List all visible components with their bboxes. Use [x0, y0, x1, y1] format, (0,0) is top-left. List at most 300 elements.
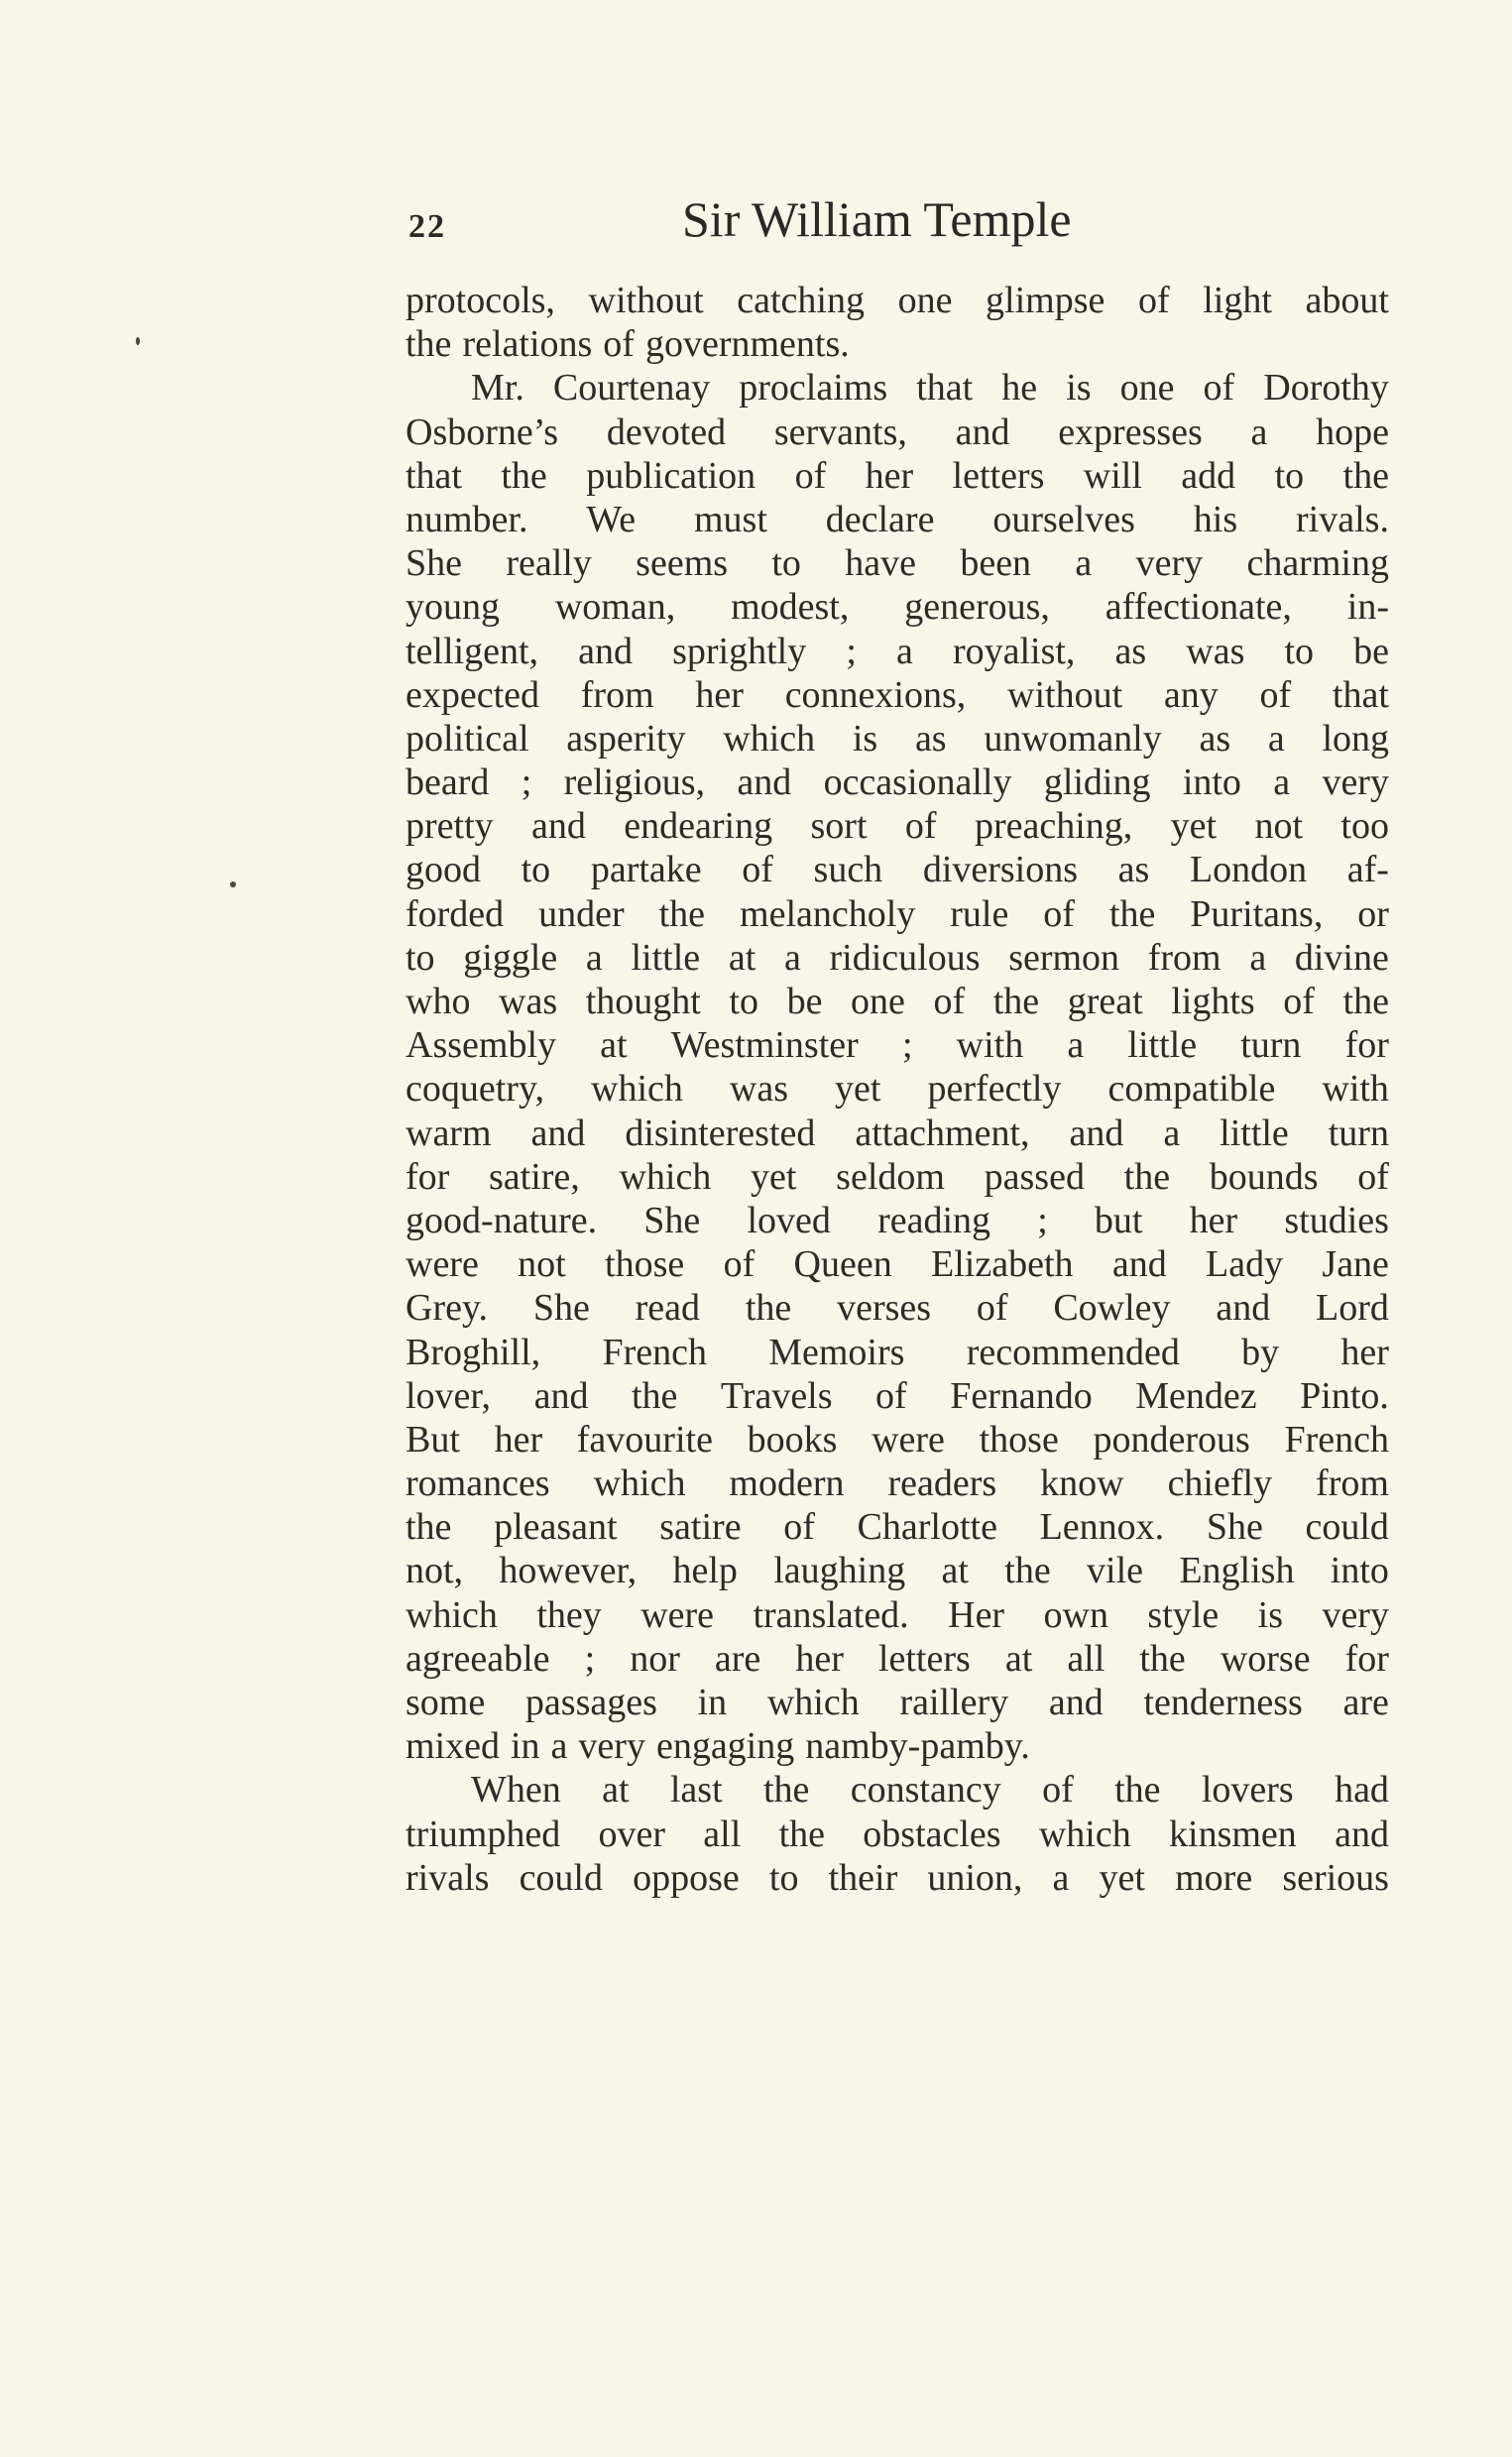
stray-ink-mark	[230, 881, 236, 887]
word: be	[786, 981, 823, 1022]
word: was	[729, 1068, 788, 1111]
word: of	[1259, 673, 1292, 716]
word: the	[1114, 1769, 1161, 1812]
word: he	[1001, 367, 1038, 410]
word: that	[406, 454, 462, 497]
word: of	[723, 1243, 756, 1286]
word: of	[933, 981, 966, 1022]
text-line	[406, 1637, 1389, 1681]
word: publication	[586, 454, 756, 497]
word: good-nature.	[406, 1199, 598, 1241]
word: and	[737, 761, 792, 804]
word: his	[1193, 498, 1238, 540]
word: divine	[1294, 936, 1389, 979]
word: lover,	[406, 1374, 492, 1417]
word: religious,	[563, 761, 706, 804]
word: which	[766, 1682, 860, 1723]
word: of	[1357, 1155, 1389, 1198]
word: as	[1199, 717, 1231, 760]
word: Pinto.	[1300, 1374, 1389, 1417]
word: young	[406, 586, 500, 629]
text-line	[406, 498, 1389, 541]
word: tenderness	[1143, 1682, 1303, 1723]
text-line	[406, 1331, 1389, 1374]
word: which	[591, 1068, 683, 1111]
word: laughing	[773, 1550, 906, 1592]
word: When	[471, 1769, 561, 1812]
word: the	[631, 1374, 678, 1417]
text-line	[406, 980, 1389, 1023]
word: little	[1127, 1024, 1198, 1067]
word: the	[778, 1813, 825, 1855]
word: She	[643, 1199, 701, 1241]
word: which	[406, 1593, 498, 1636]
word: which	[619, 1155, 712, 1198]
text-line	[406, 804, 1389, 848]
word: gliding	[1043, 761, 1151, 804]
word: are	[1342, 1682, 1389, 1723]
word: a	[1250, 410, 1268, 453]
word: yet	[1099, 1856, 1145, 1899]
word: yet	[751, 1155, 797, 1198]
word: style	[1147, 1593, 1220, 1636]
page-number: 22	[408, 208, 446, 245]
word: is	[852, 717, 878, 760]
word: turn	[1328, 1112, 1389, 1154]
word: ;	[584, 1637, 596, 1680]
word: into	[1330, 1550, 1389, 1592]
word: ourselves	[992, 498, 1135, 540]
word: books	[747, 1418, 838, 1461]
word: We	[586, 498, 637, 540]
word: namby-pamby.	[805, 1725, 1030, 1768]
word: very	[1135, 542, 1204, 585]
word: catching	[737, 280, 865, 321]
word: warm	[406, 1112, 492, 1154]
word: yet	[835, 1068, 881, 1111]
word: charming	[1246, 542, 1389, 585]
word: and	[1216, 1287, 1271, 1330]
text-line	[406, 1242, 1389, 1286]
word: a	[1163, 1112, 1181, 1154]
text-line	[406, 454, 1389, 498]
word: mixed	[406, 1725, 500, 1768]
word: Assembly	[406, 1024, 556, 1067]
word: union,	[927, 1856, 1023, 1899]
word: Grey.	[406, 1287, 488, 1330]
word: Fernando	[950, 1374, 1093, 1417]
word: devoted	[606, 410, 727, 453]
word: number.	[406, 498, 528, 540]
text-line	[406, 1505, 1389, 1549]
text-line	[406, 717, 1389, 760]
word: London	[1189, 849, 1308, 891]
word: all	[1067, 1637, 1105, 1680]
word: in	[510, 1725, 540, 1768]
word: to	[729, 981, 758, 1022]
word: compatible	[1107, 1068, 1276, 1111]
word: and	[1069, 1112, 1124, 1154]
word: long	[1322, 717, 1389, 760]
word: the	[406, 323, 452, 366]
text-line	[406, 279, 1389, 322]
word: good	[406, 849, 481, 891]
body-text	[406, 279, 1389, 1900]
word: relations	[462, 323, 593, 366]
word: great	[1067, 981, 1143, 1022]
stray-ink-mark	[136, 337, 140, 345]
word: Charlotte	[857, 1506, 997, 1549]
word: serious	[1282, 1856, 1389, 1899]
word: sort	[810, 805, 868, 848]
word: those	[979, 1418, 1059, 1461]
text-line	[406, 760, 1389, 804]
word: of	[742, 849, 773, 891]
word: as	[1114, 630, 1147, 672]
word: affectionate,	[1105, 586, 1292, 629]
word: ridiculous	[829, 936, 981, 979]
word: were	[872, 1418, 945, 1461]
word: She	[1206, 1506, 1263, 1549]
text-line	[406, 541, 1389, 585]
word: own	[1043, 1593, 1108, 1636]
word: connexions,	[784, 673, 967, 716]
word: Lady	[1206, 1243, 1284, 1286]
text-line	[406, 630, 1389, 673]
word: without	[588, 280, 704, 321]
word: very	[578, 1725, 645, 1768]
text-line	[406, 892, 1389, 936]
word: passages	[524, 1682, 657, 1723]
word: governments.	[644, 323, 850, 366]
word: preaching,	[974, 805, 1133, 848]
word: those	[605, 1243, 685, 1286]
word: recommended	[966, 1331, 1180, 1373]
word: and	[578, 630, 633, 672]
word: French	[1284, 1418, 1389, 1461]
word: the	[1108, 892, 1156, 935]
word: and	[533, 1374, 589, 1417]
word: from	[580, 673, 654, 716]
word: chiefly	[1167, 1462, 1273, 1505]
text-line	[406, 1813, 1389, 1856]
word: hope	[1316, 410, 1389, 453]
word: Jane	[1322, 1243, 1389, 1286]
word: Travels	[720, 1374, 833, 1417]
word: one	[851, 981, 905, 1022]
word: last	[669, 1769, 723, 1812]
word: Broghill,	[406, 1331, 541, 1373]
word: seems	[636, 542, 729, 585]
word: over	[598, 1813, 666, 1855]
word: a	[585, 936, 603, 979]
word: to	[521, 849, 551, 891]
word: a	[1067, 1024, 1085, 1067]
word: letters	[952, 454, 1045, 497]
word: into	[1182, 761, 1241, 804]
word: political	[406, 717, 529, 760]
text-line	[406, 848, 1389, 891]
word: by	[1241, 1331, 1280, 1373]
word: without	[1007, 673, 1123, 716]
word: not	[518, 1243, 566, 1286]
word: really	[506, 542, 592, 585]
text-line	[406, 1286, 1389, 1330]
word: beard	[406, 761, 490, 804]
word: Cowley	[1053, 1287, 1171, 1330]
word: read	[635, 1287, 701, 1330]
word: her	[795, 1637, 844, 1680]
word: a	[783, 936, 801, 979]
word: Dorothy	[1263, 367, 1389, 410]
word: and	[955, 410, 1010, 453]
word: oppose	[633, 1856, 740, 1899]
word: ;	[901, 1024, 913, 1067]
text-line	[406, 936, 1389, 980]
word: at	[600, 1024, 628, 1067]
word: thought	[585, 981, 701, 1022]
word: their	[828, 1856, 898, 1899]
word: a	[1075, 542, 1093, 585]
word: at	[728, 936, 756, 979]
word: yet	[1170, 805, 1218, 848]
word: of	[603, 323, 635, 366]
word: Elizabeth	[931, 1243, 1074, 1286]
word: at	[941, 1550, 969, 1592]
word: English	[1179, 1550, 1295, 1592]
word: add	[1181, 454, 1236, 497]
word: and	[531, 805, 586, 848]
word: the	[1139, 1637, 1186, 1680]
word: diversions	[922, 849, 1079, 891]
word: triumphed	[406, 1813, 561, 1855]
word: to	[768, 1856, 799, 1899]
word: to	[1284, 630, 1315, 672]
word: studies	[1284, 1199, 1389, 1241]
word: her	[865, 454, 914, 497]
word: agreeable	[406, 1637, 550, 1680]
word: for	[1344, 1024, 1389, 1067]
text-line	[406, 1374, 1389, 1418]
word: melancholy	[740, 892, 916, 935]
text-line	[406, 1418, 1389, 1462]
word: nor	[630, 1637, 680, 1680]
word: Mendez	[1135, 1374, 1257, 1417]
text-line	[406, 366, 1389, 410]
text-line	[406, 322, 1389, 366]
running-title: Sir William Temple	[682, 191, 1072, 247]
word: modern	[729, 1462, 845, 1505]
word: who	[406, 981, 471, 1022]
text-line	[406, 673, 1389, 717]
word: which	[1038, 1813, 1131, 1855]
word: passed	[984, 1155, 1085, 1198]
text-line	[406, 1199, 1389, 1242]
word: one	[897, 280, 953, 321]
word: in-	[1346, 586, 1389, 629]
word: her	[1189, 1199, 1238, 1241]
word: a	[1249, 936, 1267, 979]
word: worse	[1220, 1637, 1311, 1680]
word: as	[914, 717, 947, 760]
word: could	[1305, 1506, 1389, 1549]
word: readers	[887, 1462, 997, 1505]
word: not,	[406, 1550, 464, 1592]
word: her	[1340, 1331, 1389, 1373]
word: the	[992, 981, 1040, 1022]
word: af-	[1346, 849, 1389, 891]
word: Osborne’s	[406, 410, 559, 453]
word: Lord	[1316, 1287, 1389, 1330]
word: could	[519, 1856, 603, 1899]
word: of	[1042, 1769, 1074, 1812]
word: declare	[825, 498, 935, 540]
text-line	[406, 1549, 1389, 1592]
text-line	[406, 410, 1389, 454]
word: in	[697, 1682, 728, 1723]
word: vile	[1087, 1550, 1144, 1592]
word: as	[1117, 849, 1150, 891]
word: a	[1052, 1856, 1070, 1899]
word: and	[1335, 1813, 1389, 1855]
word: attachment,	[855, 1112, 1030, 1154]
word: that	[916, 367, 974, 410]
word: the	[1004, 1550, 1051, 1592]
word: Westminster	[670, 1024, 859, 1067]
word: for	[1344, 1637, 1389, 1680]
word: favourite	[576, 1418, 713, 1461]
word: some	[406, 1682, 486, 1723]
text-line	[406, 1856, 1389, 1900]
word: will	[1083, 454, 1142, 497]
word: to	[771, 542, 801, 585]
word: telligent,	[406, 630, 539, 672]
word: Her	[948, 1593, 1005, 1636]
text-line	[406, 1112, 1389, 1155]
word: was	[499, 981, 558, 1022]
text-line	[406, 1681, 1389, 1724]
word: very	[1322, 1593, 1389, 1636]
word: unwomanly	[984, 717, 1162, 760]
word: generous,	[904, 586, 1050, 629]
word: such	[813, 849, 883, 891]
word: satire,	[489, 1155, 580, 1198]
text-line	[406, 1768, 1389, 1812]
word: raillery	[899, 1682, 1009, 1723]
word: her	[494, 1418, 543, 1461]
word: perfectly	[927, 1068, 1062, 1111]
word: or	[1357, 892, 1389, 935]
word: sprightly	[672, 630, 807, 672]
word: giggle	[463, 936, 558, 979]
word: kinsmen	[1169, 1813, 1297, 1855]
word: letters	[877, 1637, 971, 1680]
word: to	[406, 936, 435, 979]
word: had	[1335, 1769, 1389, 1812]
word: little	[631, 936, 701, 979]
word: of	[875, 1374, 907, 1417]
word: the	[745, 1287, 792, 1330]
word: expected	[406, 673, 540, 716]
word: ;	[521, 761, 532, 804]
word: partake	[590, 849, 702, 891]
running-head	[408, 190, 1122, 262]
word: ;	[1037, 1199, 1048, 1241]
word: pleasant	[494, 1506, 618, 1549]
word: light	[1203, 280, 1272, 321]
word: but	[1094, 1199, 1143, 1241]
word: have	[845, 542, 916, 585]
word: occasionally	[823, 761, 1012, 804]
word: the	[1123, 1155, 1171, 1198]
word: She	[406, 542, 462, 585]
word: lovers	[1201, 1769, 1294, 1812]
word: constancy	[850, 1769, 1001, 1812]
word: they	[536, 1593, 602, 1636]
text-line	[406, 1724, 1389, 1768]
word: must	[693, 498, 767, 540]
word: rivals	[406, 1856, 490, 1899]
word: were	[406, 1243, 479, 1286]
word: and	[1048, 1682, 1104, 1723]
word: about	[1305, 280, 1389, 321]
word: a	[1273, 761, 1291, 804]
word: help	[672, 1550, 738, 1592]
word: pretty	[406, 805, 494, 848]
word: of	[1283, 981, 1315, 1022]
word: the	[658, 892, 706, 935]
word: Mr.	[471, 367, 524, 410]
text-line	[406, 1462, 1389, 1505]
word: verses	[837, 1287, 932, 1330]
word: little	[1220, 1112, 1289, 1154]
word: is	[1257, 1593, 1283, 1636]
word: any	[1163, 673, 1219, 716]
word: Memoirs	[768, 1331, 905, 1373]
word: from	[1316, 1462, 1389, 1505]
word: a	[550, 1725, 568, 1768]
word: the	[501, 454, 547, 497]
word: from	[1147, 936, 1221, 979]
word: for	[406, 1155, 450, 1198]
word: a	[1267, 717, 1285, 760]
word: of	[1043, 892, 1075, 935]
word: modest,	[731, 586, 850, 629]
word: seldom	[836, 1155, 945, 1198]
text-line	[406, 1155, 1389, 1199]
word: one	[1119, 367, 1175, 410]
word: be	[1353, 630, 1389, 672]
word: all	[703, 1813, 742, 1855]
word: the	[1342, 454, 1389, 497]
word: rivals.	[1296, 498, 1389, 540]
word: royalist,	[952, 630, 1076, 672]
word: with	[956, 1024, 1024, 1067]
word: proclaims	[739, 367, 888, 410]
word: romances	[406, 1462, 550, 1505]
text-line	[406, 1023, 1389, 1067]
word: which	[593, 1462, 686, 1505]
word: that	[1332, 673, 1389, 716]
word: She	[532, 1287, 590, 1330]
word: translated.	[753, 1593, 909, 1636]
word: expresses	[1058, 410, 1203, 453]
word: know	[1040, 1462, 1124, 1505]
word: forded	[406, 892, 505, 935]
word: too	[1340, 805, 1389, 848]
word: which	[723, 717, 816, 760]
word: been	[960, 542, 1032, 585]
